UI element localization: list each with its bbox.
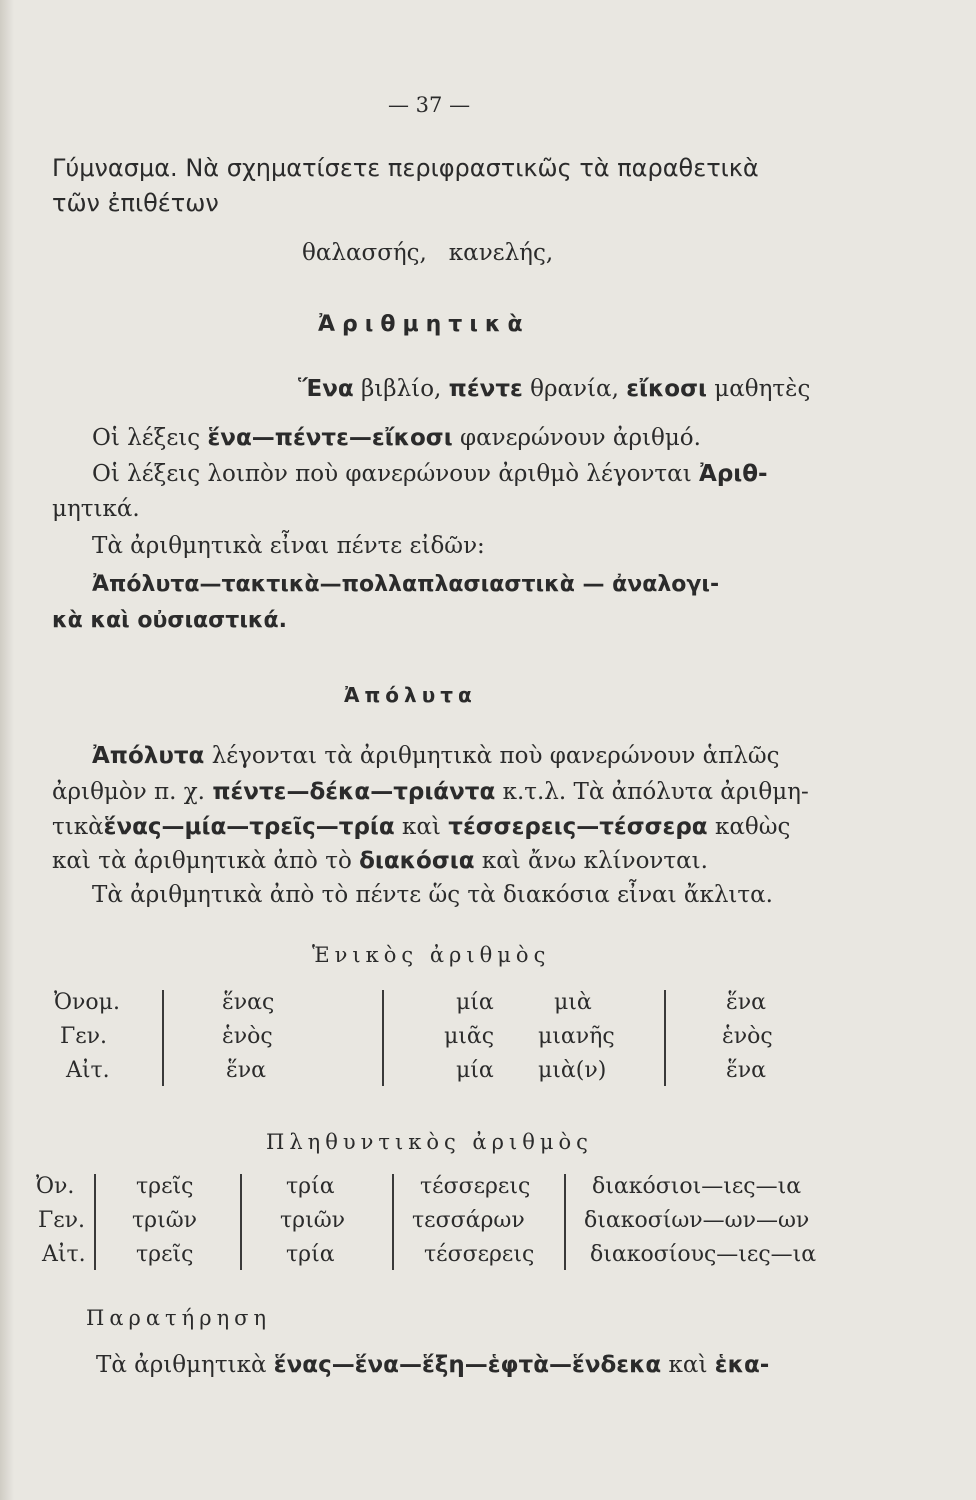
table-cell: ἑνὸς: [722, 1024, 773, 1049]
table-cell: τεσσάρων: [412, 1208, 525, 1233]
text: Τὰ ἀριθμητικὰ: [96, 1352, 267, 1378]
exercise-line-1: [52, 153, 759, 183]
column-divider: [664, 990, 666, 1086]
apolyta-line-2: [52, 777, 809, 807]
intro-line-1: [298, 374, 810, 404]
table-cell: μία: [456, 990, 494, 1015]
column-divider: [382, 990, 384, 1086]
exercise-examples: θαλασσής, κανελής,: [302, 240, 554, 266]
table-cell: τέσσερεις: [420, 1174, 531, 1199]
bold-term: Ἀπόλυτα: [92, 743, 205, 769]
singular-table: [0, 988, 976, 1088]
table-cell: ἕνα: [726, 990, 767, 1015]
text: Οἱ λέξεις λοιπὸν ποὺ φανερώνουν ἀριθμὸ λέγονται: [92, 461, 692, 487]
apolyta-line-4: [52, 846, 708, 876]
table-cell: ἕνας: [222, 990, 275, 1015]
table-cell: τρία: [286, 1174, 335, 1199]
text: λέγονται τὰ ἀριθμητικὰ ποὺ φανερώνουν ἁπλῶς: [211, 743, 780, 769]
apolyta-line-5: Τὰ ἀριθμητικὰ ἀπὸ τὸ πέντε ὥς τὰ διακόσια εἶναι ἄκλιτα.: [92, 882, 773, 908]
text: καὶ ἄνω κλίνονται.: [481, 848, 708, 874]
heading-arithmetika: Ἀριθμητικὰ: [318, 312, 530, 337]
note-line-1: [96, 1350, 769, 1380]
table-cell: διακόσιοι—ιες—ια: [592, 1174, 802, 1199]
table-cell: ἕνα: [726, 1058, 767, 1083]
text: καὶ τὰ ἀριθμητικὰ ἀπὸ τὸ: [52, 848, 352, 874]
plural-table: [0, 1172, 976, 1272]
bold-term: ἑκα-: [714, 1352, 770, 1378]
exercise-label: Γύμνασμα.: [52, 154, 178, 182]
heading-singular: Ἑνικὸς ἀριθμὸς: [312, 943, 551, 967]
intro-line-6: Ἀπόλυτα—τακτικὰ—πολλαπλασιαστικὰ — ἀναλογι-: [92, 572, 720, 597]
table-cell: διακοσίους—ιες—ια: [590, 1242, 817, 1267]
intro-line-7: κὰ καὶ οὐσιαστικά.: [52, 608, 288, 633]
column-divider: [392, 1174, 394, 1270]
table-cell: μιὰ(ν): [538, 1058, 607, 1083]
table-cell: τριῶν: [132, 1208, 198, 1233]
word: μαθητὲς: [714, 376, 811, 402]
text: καὶ: [668, 1352, 708, 1378]
bold-term: Ἀριθ-: [699, 461, 768, 487]
bold-numbers: τέσσερεις—τέσσερα: [448, 814, 708, 840]
bold-numbers: ἕνα—πέντε—εἴκοσι: [207, 425, 453, 451]
text: ἀριθμὸν π. χ.: [52, 779, 205, 805]
table-cell: τρεῖς: [136, 1174, 194, 1199]
heading-apolyta: Ἀπόλυτα: [344, 683, 477, 707]
exercise-text: Νὰ σχηματίσετε περιφραστικῶς τὰ παραθετικὰ: [185, 154, 759, 182]
case-label: Γεν.: [60, 1024, 108, 1049]
bold-numbers: ἕνας—ἕνα—ἕξη—ἑφτὰ—ἕνδεκα: [273, 1352, 662, 1378]
table-cell: τρεῖς: [136, 1242, 194, 1267]
word-ena: Ἕνα: [298, 376, 354, 402]
table-cell: μιὰ: [554, 990, 592, 1015]
table-cell: τριῶν: [280, 1208, 346, 1233]
intro-line-3: [92, 459, 768, 489]
text: κ.τ.λ. Τὰ ἀπόλυτα ἀριθμη-: [502, 779, 809, 805]
table-cell: τέσσερεις: [424, 1242, 535, 1267]
table-cell: μία: [456, 1058, 494, 1083]
text: φανερώνουν ἀριθμό.: [460, 425, 701, 451]
table-cell: μιανῆς: [538, 1024, 615, 1049]
word: βιβλίο,: [360, 376, 442, 402]
case-label: Αἰτ.: [66, 1058, 110, 1083]
column-divider: [94, 1174, 96, 1270]
text: Οἱ λέξεις: [92, 425, 201, 451]
column-divider: [162, 990, 164, 1086]
apolyta-line-1: [92, 741, 780, 771]
page-number: — 37 —: [388, 93, 471, 117]
table-cell: μιᾶς: [444, 1024, 495, 1049]
apolyta-line-3: [52, 812, 790, 842]
word-eikosi: εἴκοσι: [626, 376, 707, 402]
intro-line-4: μητικά.: [52, 496, 140, 522]
intro-line-2: [92, 423, 701, 453]
table-cell: διακοσίων—ων—ων: [584, 1208, 810, 1233]
bold-numbers: πέντε—δέκα—τριάντα: [212, 779, 496, 805]
exercise-line-2: τῶν ἐπιθέτων: [52, 189, 219, 217]
word: θρανία,: [530, 376, 619, 402]
case-label: Αἰτ.: [42, 1242, 86, 1267]
column-divider: [564, 1174, 566, 1270]
text: καὶ: [402, 814, 441, 840]
column-divider: [240, 1174, 242, 1270]
text: καθὼς: [714, 814, 791, 840]
case-label: Γεν.: [38, 1208, 86, 1233]
intro-line-5: Τὰ ἀριθμητικὰ εἶναι πέντε εἰδῶν:: [92, 533, 485, 559]
heading-plural: Πληθυντικὸς ἀριθμὸς: [266, 1130, 593, 1154]
table-cell: τρία: [286, 1242, 335, 1267]
heading-note: Παρατήρηση: [86, 1306, 272, 1330]
text: τικὰ: [52, 814, 104, 840]
case-label: Ὀνομ.: [54, 990, 120, 1015]
case-label: Ὀν.: [36, 1174, 75, 1199]
bold-numbers: ἕνας—μία—τρεῖς—τρία: [103, 814, 395, 840]
bold-term: διακόσια: [359, 848, 475, 874]
table-cell: ἑνὸς: [222, 1024, 273, 1049]
table-cell: ἕνα: [226, 1058, 267, 1083]
word-pente: πέντε: [448, 376, 523, 402]
